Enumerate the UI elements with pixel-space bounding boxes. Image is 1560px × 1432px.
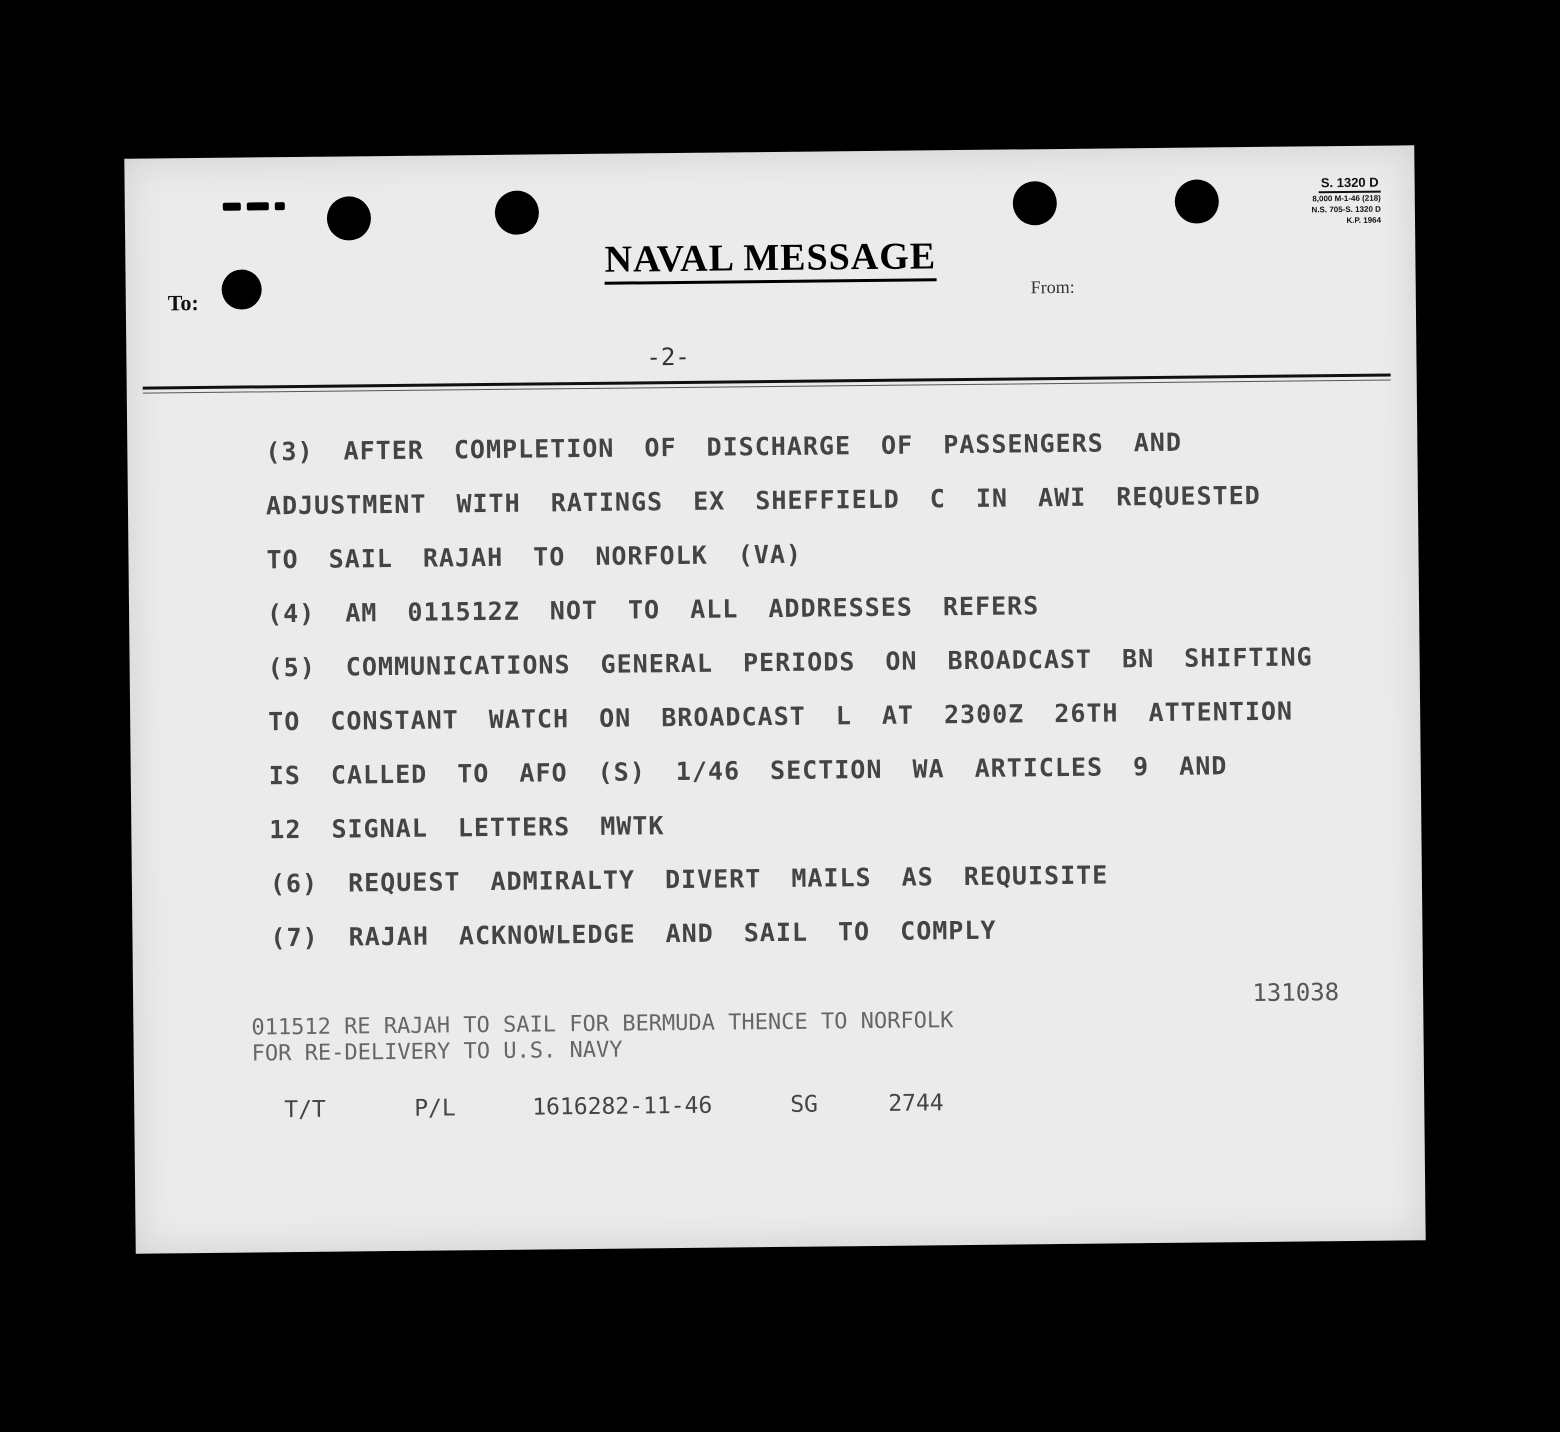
punch-hole-icon xyxy=(495,190,539,234)
header-divider xyxy=(143,374,1391,394)
message-line: TO SAIL RAJAH TO NORFOLK (VA) xyxy=(266,539,803,575)
message-line: (6) REQUEST ADMIRALTY DIVERT MAILS AS REQUISITE xyxy=(269,860,1109,899)
message-line: ADJUSTMENT WITH RATINGS EX SHEFFIELD C IN AWI REQUESTED xyxy=(265,480,1261,521)
from-label: From: xyxy=(1030,276,1075,298)
message-line: TO CONSTANT WATCH ON BROADCAST L AT 2300Z 26TH ATTENTION xyxy=(268,696,1294,737)
punch-hole-icon xyxy=(1175,179,1219,223)
footer-sg: SG xyxy=(790,1091,819,1118)
footer-tt: T/T xyxy=(284,1096,326,1124)
punch-hole-icon xyxy=(1013,181,1057,225)
message-line: (4) AM 011512Z NOT TO ALL ADDRESSES REFERS xyxy=(266,591,1040,629)
message-line: (5) COMMUNICATIONS GENERAL PERIODS ON BROADCAST BN SHIFTING xyxy=(267,642,1313,683)
page-title xyxy=(125,229,1415,287)
message-line: IS CALLED TO AFO (S) 1/46 SECTION WA ARTICLES 9 AND xyxy=(268,751,1228,791)
message-body xyxy=(265,414,1371,965)
message-summary xyxy=(251,1008,954,1067)
footer-pl: P/L xyxy=(414,1095,456,1122)
footer-number: 2744 xyxy=(888,1090,944,1117)
form-code: S. 1320 D xyxy=(1319,175,1381,194)
ink-mark xyxy=(223,199,299,214)
form-print-line: N.S. 705-S. 1320 D xyxy=(1311,204,1381,215)
form-print-line: K.P. 1964 xyxy=(1346,215,1382,225)
punch-hole-icon xyxy=(327,196,371,240)
footer-ref: 1616282-11-46 xyxy=(532,1092,713,1121)
message-line: 12 SIGNAL LETTERS MWTK xyxy=(269,811,665,845)
message-line: (7) RAJAH ACKNOWLEDGE AND SAIL TO COMPLY xyxy=(270,915,997,953)
message-form xyxy=(124,145,1425,1253)
title-text: NAVAL MESSAGE xyxy=(604,235,936,284)
date-time-group: 131038 xyxy=(1252,978,1340,1008)
summary-line: 011512 RE RAJAH TO SAIL FOR BERMUDA THENCE TO NORFOLK xyxy=(251,1008,954,1041)
transmission-footer xyxy=(284,1090,944,1123)
form-print-line: 8,000 M-1-46 (218) xyxy=(1312,193,1381,204)
page-number: -2- xyxy=(646,342,690,372)
summary-line: FOR RE-DELIVERY TO U.S. NAVY xyxy=(251,1037,623,1067)
to-label: To: xyxy=(167,290,199,316)
form-reference xyxy=(1261,174,1382,227)
message-line: (3) AFTER COMPLETION OF DISCHARGE OF PASSENGERS AND xyxy=(265,427,1183,467)
